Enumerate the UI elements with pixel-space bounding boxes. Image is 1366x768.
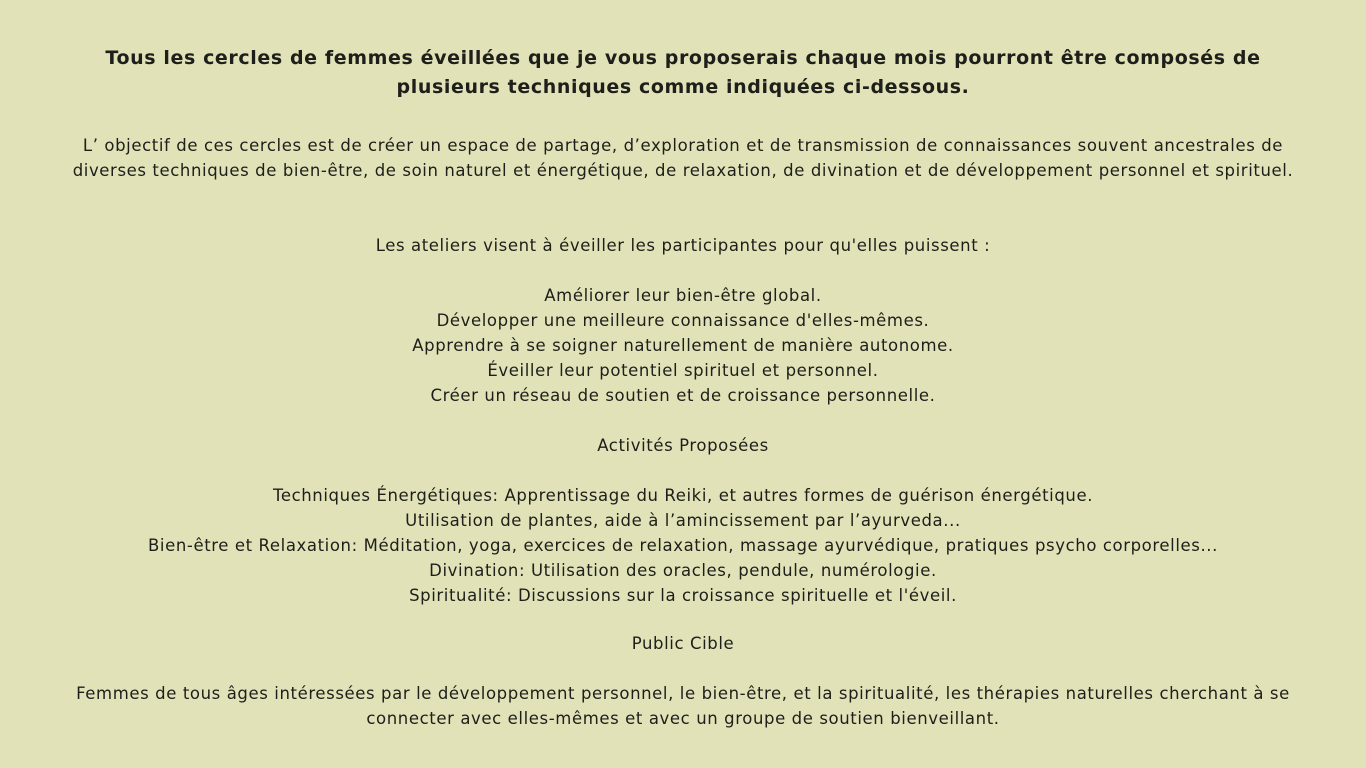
activity-item: Techniques Énergétiques: Apprentissage du Reiki, et autres formes de guérison énergétique.	[272, 486, 1094, 505]
activities-title: Activités Proposées	[597, 436, 769, 455]
activity-item: Spiritualité: Discussions sur la croissance spirituelle et l'éveil.	[409, 586, 957, 605]
activities-list	[56, 483, 1310, 608]
goals-lead: Les ateliers visent à éveiller les participantes pour qu'elles puissent :	[375, 236, 991, 255]
goal-item: Apprendre à se soigner naturellement de manière autonome.	[412, 336, 954, 355]
goal-item: Éveiller leur potentiel spirituel et personnel.	[487, 361, 879, 380]
target-title: Public Cible	[631, 634, 735, 653]
goal-item: Améliorer leur bien-être global.	[544, 286, 822, 305]
intro-paragraph: L’ objectif de ces cercles est de créer un espace de partage, d’exploration et de transmission de connaissances souvent ancestrales de diverses techniques de bien-être, de soin naturel et énergétique, de relaxation, de divination et de développement personnel et spirituel.	[72, 136, 1294, 180]
target-paragraph: Femmes de tous âges intéressées par le développement personnel, le bien-être, et la spiritualité, les thérapies naturelles cherchant à se connecter avec elles-mêmes et avec un groupe de soutien bienveillant.	[76, 684, 1290, 728]
page-heading: Tous les cercles de femmes éveillées que je vous proposerais chaque mois pourront être composés de plusieurs techniques comme indiquées ci-dessous.	[105, 47, 1261, 98]
goal-item: Développer une meilleure connaissance d'elles-mêmes.	[436, 311, 930, 330]
activity-item: Bien-être et Relaxation: Méditation, yoga, exercices de relaxation, massage ayurvédique, pratiques psycho corporelles...	[147, 536, 1218, 555]
activity-item: Divination: Utilisation des oracles, pendule, numérologie.	[429, 561, 937, 580]
goal-item: Créer un réseau de soutien et de croissance personnelle.	[430, 386, 936, 405]
activity-item: Utilisation de plantes, aide à l’amincissement par l’ayurveda...	[405, 511, 961, 530]
goals-list	[56, 283, 1310, 408]
